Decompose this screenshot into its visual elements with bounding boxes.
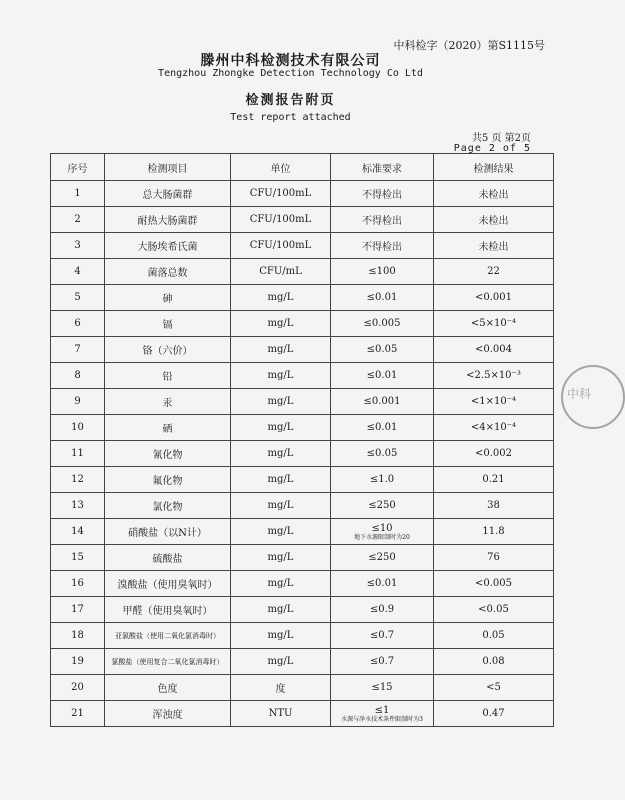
cell-no: 9: [51, 389, 105, 415]
cell-standard: ≤0.01: [331, 363, 434, 389]
cell-standard: ≤0.05: [331, 337, 434, 363]
cell-item: 汞: [105, 389, 231, 415]
cell-no: 7: [51, 337, 105, 363]
table-row: [51, 259, 554, 285]
cell-no: 6: [51, 311, 105, 337]
cell-no: 11: [51, 441, 105, 467]
table-row: [51, 181, 554, 207]
cell-no: 16: [51, 571, 105, 597]
cell-result: 22: [434, 259, 554, 285]
cell-item: 硫酸盐: [105, 545, 231, 571]
cell-item: 砷: [105, 285, 231, 311]
cell-standard: 不得检出: [331, 181, 434, 207]
cell-item: 铬（六价）: [105, 337, 231, 363]
cell-result: <0.05: [434, 597, 554, 623]
cell-no: 2: [51, 207, 105, 233]
cell-item: 氰化物: [105, 441, 231, 467]
cell-unit: mg/L: [231, 597, 331, 623]
cell-no: 12: [51, 467, 105, 493]
cell-item: 氟化物: [105, 467, 231, 493]
cell-item: 甲醛（使用臭氧时）: [105, 597, 231, 623]
standard-value: ≤1: [374, 704, 390, 716]
cell-unit: mg/L: [231, 311, 331, 337]
cell-item: 溴酸盐（使用臭氧时）: [105, 571, 231, 597]
cell-standard: ≤0.01: [331, 285, 434, 311]
table-row: [51, 467, 554, 493]
cell-standard: ≤1.0: [331, 467, 434, 493]
cell-item: 硝酸盐（以N计）: [105, 519, 231, 545]
cell-result: 11.8: [434, 519, 554, 545]
standard-value: ≤10: [371, 522, 393, 534]
cell-result: 0.05: [434, 623, 554, 649]
cell-unit: mg/L: [231, 545, 331, 571]
cell-no: 15: [51, 545, 105, 571]
table-row: [51, 415, 554, 441]
page-indicator-en: Page 2 of 5: [453, 143, 531, 154]
cell-no: 3: [51, 233, 105, 259]
cell-result: 76: [434, 545, 554, 571]
header-result: 检测结果: [434, 154, 554, 181]
table-row: [51, 389, 554, 415]
cell-item: 氯化物: [105, 493, 231, 519]
cell-standard: ≤250: [331, 493, 434, 519]
cell-unit: 度: [231, 675, 331, 701]
cell-unit: mg/L: [231, 285, 331, 311]
cell-result: 0.21: [434, 467, 554, 493]
table-row: [51, 545, 554, 571]
cell-standard: ≤15: [331, 675, 434, 701]
table-row: [51, 337, 554, 363]
cell-no: 1: [51, 181, 105, 207]
header-no: 序号: [51, 154, 105, 181]
report-number: 中科检字（2020）第S1115号: [393, 39, 545, 52]
cell-result: 未检出: [434, 207, 554, 233]
header-item: 检测项目: [105, 154, 231, 181]
cell-result: 0.47: [434, 701, 554, 727]
header-unit: 单位: [231, 154, 331, 181]
cell-unit: NTU: [231, 701, 331, 727]
table-row: [51, 493, 554, 519]
table-row: [51, 675, 554, 701]
cell-item: 大肠埃希氏菌: [105, 233, 231, 259]
cell-no: 19: [51, 649, 105, 675]
cell-no: 8: [51, 363, 105, 389]
cell-standard: [331, 701, 434, 727]
cell-unit: mg/L: [231, 441, 331, 467]
cell-unit: mg/L: [231, 415, 331, 441]
cell-unit: mg/L: [231, 519, 331, 545]
cell-item: 镉: [105, 311, 231, 337]
cell-no: 10: [51, 415, 105, 441]
standard-note: 地下水源限制时为20: [354, 533, 410, 541]
cell-unit: CFU/mL: [231, 259, 331, 285]
table-row: [51, 701, 554, 727]
cell-unit: mg/L: [231, 389, 331, 415]
table-header-row: [51, 154, 554, 181]
cell-standard: ≤0.05: [331, 441, 434, 467]
cell-result: <0.005: [434, 571, 554, 597]
table-row: [51, 649, 554, 675]
cell-unit: CFU/100mL: [231, 207, 331, 233]
results-table: [50, 153, 554, 727]
table-row: [51, 571, 554, 597]
cell-item: 亚氯酸盐（使用二氧化氯消毒时）: [105, 623, 231, 649]
cell-unit: mg/L: [231, 337, 331, 363]
cell-no: 4: [51, 259, 105, 285]
cell-item: 硒: [105, 415, 231, 441]
cell-unit: mg/L: [231, 363, 331, 389]
cell-item: 浑浊度: [105, 701, 231, 727]
company-name-cn: 滕州中科检测技术有限公司: [200, 53, 381, 69]
cell-standard: [331, 519, 434, 545]
cell-standard: ≤0.005: [331, 311, 434, 337]
cell-item: 氯酸盐（使用复合二氧化氯消毒时）: [105, 649, 231, 675]
table-row: [51, 363, 554, 389]
cell-item: 菌落总数: [105, 259, 231, 285]
table-row: [51, 441, 554, 467]
table-row: [51, 207, 554, 233]
table-row: [51, 623, 554, 649]
cell-standard: 不得检出: [331, 233, 434, 259]
cell-result: <0.004: [434, 337, 554, 363]
cell-standard: ≤0.7: [331, 623, 434, 649]
cell-unit: mg/L: [231, 467, 331, 493]
cell-unit: mg/L: [231, 623, 331, 649]
cell-standard: ≤0.7: [331, 649, 434, 675]
cell-result: <2.5×10⁻³: [434, 363, 554, 389]
cell-standard: 不得检出: [331, 207, 434, 233]
standard-note: 水源与净水技术条件限制时为3: [341, 715, 423, 723]
cell-no: 5: [51, 285, 105, 311]
cell-standard: ≤250: [331, 545, 434, 571]
table-row: [51, 285, 554, 311]
cell-result: <0.002: [434, 441, 554, 467]
cell-unit: mg/L: [231, 649, 331, 675]
cell-no: 21: [51, 701, 105, 727]
company-name-en: Tengzhou Zhongke Detection Technology Co Ltd: [158, 68, 423, 79]
cell-unit: CFU/100mL: [231, 233, 331, 259]
cell-no: 14: [51, 519, 105, 545]
cell-no: 18: [51, 623, 105, 649]
table-row: [51, 597, 554, 623]
table-row: [51, 311, 554, 337]
cell-result: 38: [434, 493, 554, 519]
table-row: [51, 519, 554, 545]
page-indicator-cn: 共5 页 第2页: [471, 133, 531, 144]
official-seal-icon: 中科: [561, 365, 625, 429]
cell-unit: CFU/100mL: [231, 181, 331, 207]
cell-item: 铅: [105, 363, 231, 389]
table-body: [51, 181, 554, 727]
cell-result: 未检出: [434, 181, 554, 207]
document-subtitle: Test report attached: [230, 112, 351, 123]
cell-result: <5: [434, 675, 554, 701]
header-standard: 标准要求: [331, 154, 434, 181]
cell-item: 色度: [105, 675, 231, 701]
cell-item: 耐热大肠菌群: [105, 207, 231, 233]
cell-standard: ≤0.01: [331, 415, 434, 441]
cell-no: 13: [51, 493, 105, 519]
cell-item: 总大肠菌群: [105, 181, 231, 207]
document-title: 检测报告附页: [245, 93, 336, 108]
cell-result: <0.001: [434, 285, 554, 311]
cell-result: 未检出: [434, 233, 554, 259]
cell-standard: ≤0.9: [331, 597, 434, 623]
cell-unit: mg/L: [231, 493, 331, 519]
cell-standard: ≤100: [331, 259, 434, 285]
cell-standard: ≤0.01: [331, 571, 434, 597]
table-row: [51, 233, 554, 259]
cell-standard: ≤0.001: [331, 389, 434, 415]
cell-no: 17: [51, 597, 105, 623]
cell-result: 0.08: [434, 649, 554, 675]
cell-no: 20: [51, 675, 105, 701]
cell-unit: mg/L: [231, 571, 331, 597]
cell-result: <5×10⁻⁴: [434, 311, 554, 337]
cell-result: <4×10⁻⁴: [434, 415, 554, 441]
cell-result: <1×10⁻⁴: [434, 389, 554, 415]
